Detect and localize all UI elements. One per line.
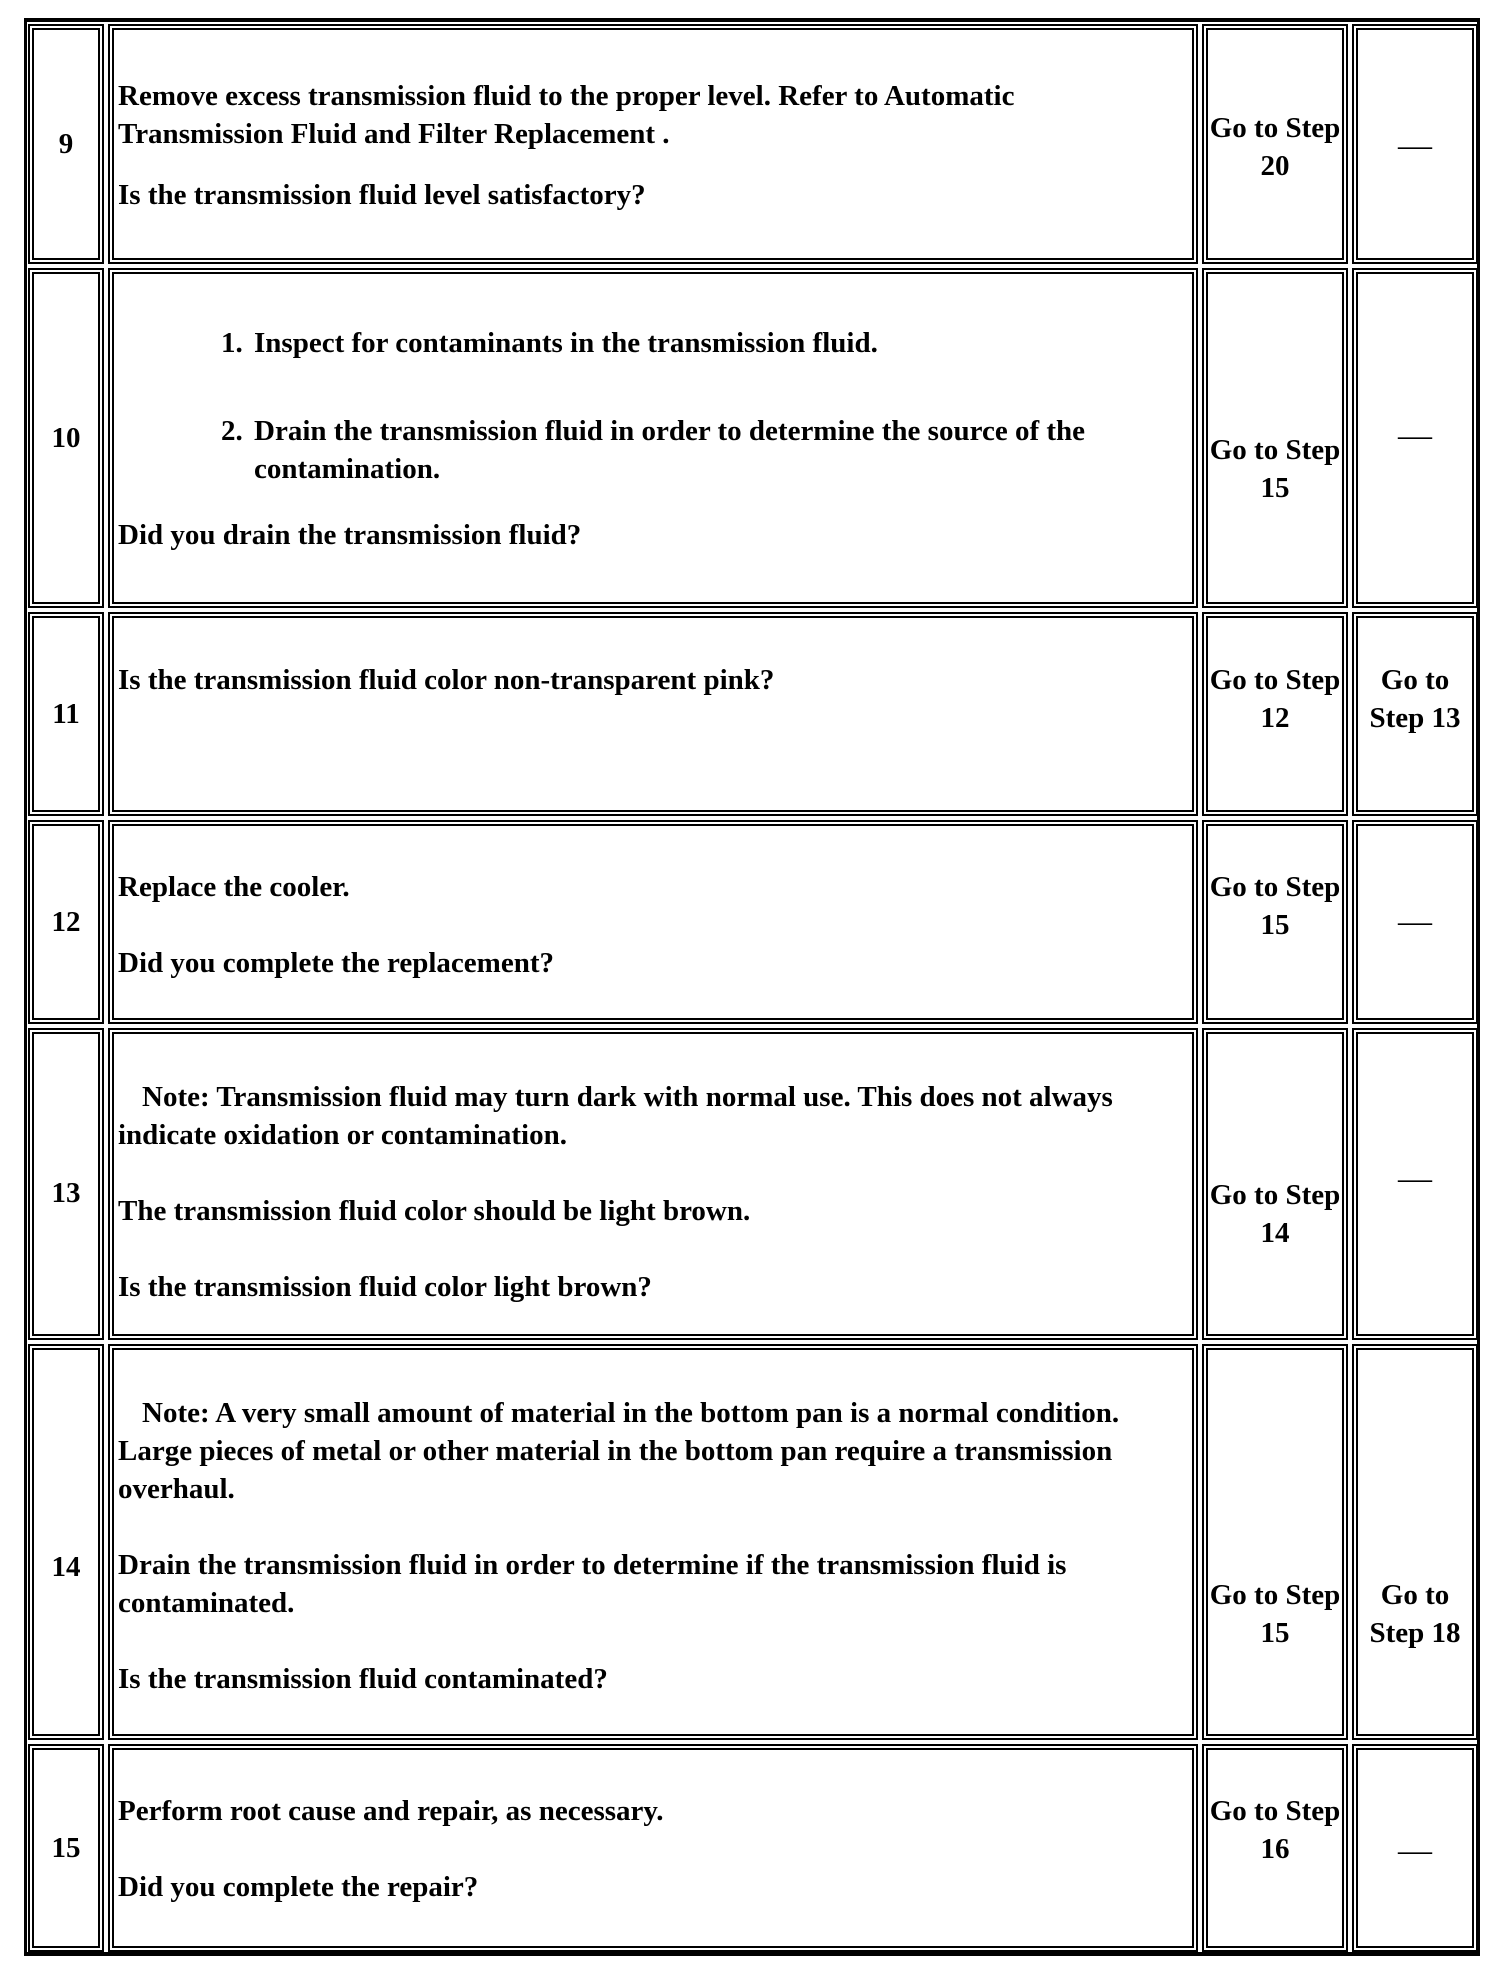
step-number (28, 24, 104, 264)
list-item: 2. Drain the transmission fluid in order to determine the source of the contamination. (250, 412, 1158, 488)
yes-text: Go to Step 15 (1209, 871, 1341, 941)
no-text: — (1398, 903, 1432, 940)
no-cell (1352, 1344, 1478, 1740)
action-question: Did you complete the replacement? (118, 947, 554, 979)
no-text: Go to Step 13 (1369, 664, 1461, 734)
step-number (28, 268, 104, 608)
step-number-text: 11 (52, 698, 80, 730)
action-question: Is the transmission fluid color light brown? (118, 1271, 652, 1303)
action-question: Did you complete the repair? (118, 1871, 479, 1903)
action-text: Replace the cooler. (118, 871, 350, 903)
step-number (28, 612, 104, 816)
action-text: The transmission fluid color should be light brown. (118, 1195, 751, 1227)
action-cell (108, 1344, 1198, 1740)
no-cell (1352, 1744, 1478, 1952)
yes-cell (1202, 1028, 1348, 1340)
no-text: Go to Step 18 (1369, 1579, 1461, 1649)
action-cell (108, 1744, 1198, 1952)
action-cell (108, 612, 1198, 816)
yes-cell (1202, 1344, 1348, 1740)
step-number-text: 9 (58, 128, 74, 160)
action-question: Did you drain the transmission fluid? (118, 519, 582, 551)
action-text: Perform root cause and repair, as necessary. (118, 1795, 664, 1827)
yes-text: Go to Step 15 (1209, 1579, 1341, 1649)
no-cell (1352, 268, 1478, 608)
action-cell (108, 268, 1198, 608)
step-number-text: 15 (51, 1832, 81, 1864)
action-question: Is the transmission fluid color non-transparent pink? (118, 664, 775, 696)
list-item: 1. Inspect for contaminants in the transmission fluid. (250, 324, 1186, 362)
yes-text: Go to Step 20 (1209, 112, 1341, 182)
action-text: Drain the transmission fluid in order to determine if the transmission fluid is contaminated. (118, 1549, 1067, 1619)
yes-text: Go to Step 16 (1209, 1795, 1341, 1865)
no-text: — (1398, 1832, 1432, 1869)
no-cell (1352, 612, 1478, 816)
no-text: — (1398, 417, 1432, 454)
yes-cell (1202, 1744, 1348, 1952)
yes-cell (1202, 612, 1348, 816)
step-number (28, 820, 104, 1024)
action-question: Is the transmission fluid contaminated? (118, 1663, 608, 1695)
no-text: — (1398, 127, 1432, 164)
action-cell (108, 820, 1198, 1024)
action-cell (108, 24, 1198, 264)
no-cell (1352, 24, 1478, 264)
no-cell (1352, 820, 1478, 1024)
yes-text: Go to Step 14 (1209, 1179, 1341, 1249)
step-number-text: 13 (51, 1177, 81, 1209)
action-list (118, 324, 1186, 488)
note-text: Note: A very small amount of material in the bottom pan is a normal condition. Large pieces of metal or other material in the bottom pan require a transmission overhaul. (118, 1397, 1120, 1505)
yes-text: Go to Step 15 (1209, 434, 1341, 504)
yes-text: Go to Step 12 (1209, 664, 1341, 734)
no-text: — (1398, 1160, 1432, 1197)
note-text: Note: Transmission fluid may turn dark with normal use. This does not always indicate oxidation or contamination. (118, 1081, 1113, 1151)
yes-cell (1202, 268, 1348, 608)
step-number-text: 12 (51, 906, 81, 938)
step-number (28, 1744, 104, 1952)
no-cell (1352, 1028, 1478, 1340)
action-question: Is the transmission fluid level satisfactory? (118, 179, 646, 211)
action-cell (108, 1028, 1198, 1340)
step-number (28, 1344, 104, 1740)
action-text: Remove excess transmission fluid to the proper level. Refer to Automatic Transmission Fluid and Filter Replacement . (118, 80, 1015, 150)
step-number-text: 14 (51, 1551, 81, 1583)
step-number (28, 1028, 104, 1340)
yes-cell (1202, 820, 1348, 1024)
yes-cell (1202, 24, 1348, 264)
step-number-text: 10 (51, 422, 81, 454)
